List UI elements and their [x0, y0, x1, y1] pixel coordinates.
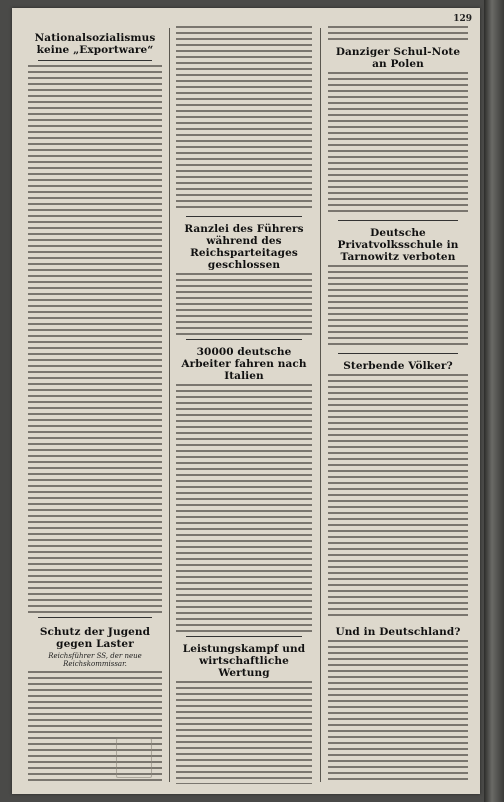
column-divider — [320, 28, 321, 782]
headline-privatvolksschule-tarnowitz: Deutsche Privatvolksschule in Tarnowitz verboten — [337, 227, 459, 263]
subheadline-reichsfuehrer: Reichsführer SS, der neue Reichskommissar. — [48, 652, 142, 668]
headline-schutz-der-jugend: Schutz der Jugend gegen Laster — [39, 626, 151, 650]
library-stamp-mark — [116, 738, 152, 778]
column-3 — [328, 26, 468, 784]
article-text-block — [328, 265, 468, 349]
article-text-block — [176, 273, 312, 335]
divider — [186, 636, 302, 637]
article-text-block — [176, 384, 312, 632]
article-text-block — [328, 640, 468, 784]
page-number: 129 — [453, 14, 472, 24]
article-text-block — [328, 374, 468, 620]
column-1 — [28, 26, 162, 784]
article-text-block — [28, 65, 162, 613]
article-text-block — [328, 26, 468, 40]
headline-und-in-deutschland: Und in Deutschland? — [335, 626, 461, 638]
divider — [186, 339, 302, 340]
headline-kanzlei-des-fuehrers: Ranzlei des Führers während des Reichsparteitages geschlossen — [184, 223, 304, 271]
headline-leistungskampf: Leistungskampf und wirtschaftliche Wertung — [182, 643, 306, 679]
divider — [38, 617, 152, 618]
divider — [338, 220, 458, 221]
newspaper-page — [12, 8, 480, 794]
headline-30000-arbeiter: 30000 deutsche Arbeiter fahren nach Italien — [181, 346, 307, 382]
article-text-block — [176, 26, 312, 212]
divider — [38, 60, 152, 61]
divider — [186, 216, 302, 217]
column-2 — [176, 26, 312, 784]
headline-sterbende-voelker: Sterbende Völker? — [343, 360, 453, 372]
headline-nationalsozialismus: Nationalsozialismus keine „Exportware“ — [34, 32, 156, 56]
article-text-block — [328, 72, 468, 216]
divider — [338, 353, 458, 354]
book-binding-edge — [484, 0, 504, 802]
column-divider — [169, 28, 170, 782]
article-text-block — [176, 681, 312, 784]
headline-danziger-schul-note: Danziger Schul-Note an Polen — [335, 46, 461, 70]
